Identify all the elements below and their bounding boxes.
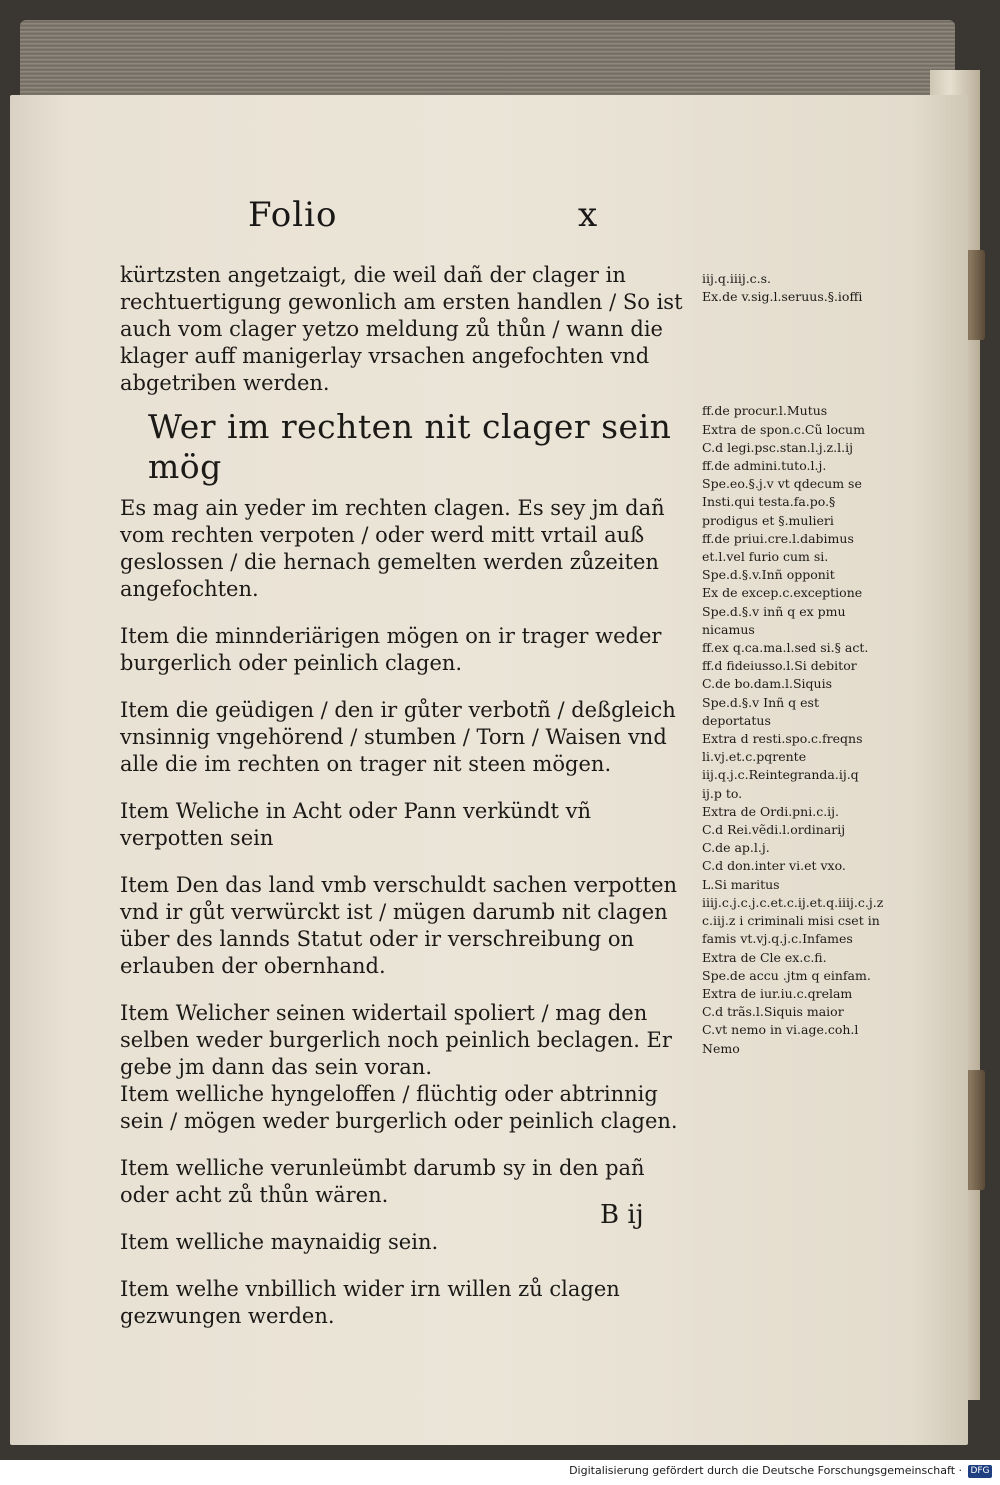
margin-note: Ex de excep.c.exceptione (702, 585, 863, 601)
margin-note: Spe.d.§.v.Inñ opponit (702, 567, 835, 583)
paragraph: Item welliche verunleümbt darumb sy in den pañ oder acht zů thůn wären. (120, 1156, 645, 1207)
paragraph: Item Welicher seinen widertail spoliert / mag den selben weder burgerlich noch peinlich beclagen. Er gebe jm dann das sein voran. (120, 1001, 672, 1079)
section-heading: Wer im rechten nit clager sein mög (148, 407, 672, 486)
opening-paragraph: kürtzsten angetzaigt, die weil dañ der clager in rechtuertigung gewonlich am ersten handlen / So ist auch vom clager yetzo meldung zů thůn / wann die klager auff manigerlay vrsachen angefochten vnd abgetriben werden. (120, 263, 683, 395)
margin-note: ff.ex q.ca.ma.l.sed si.§ act. (702, 640, 869, 656)
margin-note: ff.de procur.l.Mutus (702, 403, 828, 419)
margin-note: li.vj.et.c.pqrente (702, 749, 807, 765)
margin-note: prodigus et §.mulieri (702, 512, 834, 528)
margin-note: iij.q.j.c.Reintegranda.ij.q (702, 767, 859, 783)
margin-note: Extra de spon.c.Cũ locum (702, 421, 865, 437)
folio-number: x (578, 195, 598, 235)
signature-mark: B ij (600, 1200, 644, 1230)
paragraph: Es mag ain yeder im rechten clagen. Es sey jm dañ vom rechten verpoten / oder werd mitt vrtail auß geslossen / die hernach gemelten werden zůzeiten angefochten. (120, 496, 665, 601)
margin-note: Insti.qui testa.fa.po.§ (702, 494, 836, 510)
margin-note: iiij.c.j.c.j.c.et.c.ij.et.q.iiij.c.j.z (702, 894, 884, 910)
margin-note: C.d trãs.l.Siquis maior (702, 1004, 844, 1020)
margin-note: Extra de Ordi.pni.c.ij. (702, 803, 840, 819)
margin-note: Extra d resti.spo.c.freqns (702, 731, 863, 747)
margin-note: C.d don.inter vi.et vxo. (702, 858, 846, 874)
margin-note: Spe.d.§.v Inñ q est (702, 694, 819, 710)
paragraph: Item welliche hyngeloffen / flüchtig oder abtrinnig sein / mögen weder burgerlich oder peinlich clagen. (120, 1082, 678, 1133)
margin-note: C.d legi.psc.stan.l.j.z.l.ij (702, 439, 853, 455)
footer-credit: Digitalisierung gefördert durch die Deutsche Forschungsgemeinschaft · (569, 1464, 962, 1477)
margin-note: L.Si maritus (702, 876, 780, 892)
margin-note: Nemo (702, 1040, 740, 1056)
margin-note: ff.de priui.cre.l.dabimus (702, 530, 854, 546)
margin-note: C.d Rei.vẽdi.l.ordinarij (702, 822, 846, 838)
paragraph: Item Den das land vmb verschuldt sachen verpotten vnd ir gůt verwürckt ist / mügen darumb nit clagen über des lannds Statut oder ir verschreibung on erlauben der obernhand. (120, 873, 678, 978)
margin-note: C.vt nemo in vi.age.coh.l (702, 1022, 859, 1038)
margin-note: C.de bo.dam.l.Siquis (702, 676, 833, 692)
margin-note: famis vt.vj.q.j.c.Infames (702, 931, 853, 947)
paragraph: Item die minnderiärigen mögen on ir trager weder burgerlich oder peinlich clagen. (120, 624, 662, 675)
margin-spacer (702, 306, 902, 402)
book-top-edge (20, 20, 955, 100)
margin-note: ff.d fideiusso.l.Si debitor (702, 658, 857, 674)
paragraph: Item die geüdigen / den ir gůter verbotñ / deßgleich vnsinnig vngehörend / stumben / Torn / Waisen vnd alle die im rechten on trager nit steen mögen. (120, 698, 676, 776)
paragraph: Item welliche maynaidig sein. (120, 1230, 439, 1254)
margin-note: Spe.eo.§.j.v vt qdecum se (702, 476, 862, 492)
paragraph: Item welhe vnbillich wider irn willen zů clagen gezwungen werden. (120, 1277, 620, 1328)
paragraph: Item Weliche in Acht oder Pann verkündt vñ verpotten sein (120, 799, 592, 850)
dfg-logo: DFG (968, 1465, 992, 1478)
margin-note: Extra de Cle ex.c.fi. (702, 949, 827, 965)
margin-note: nicamus (702, 621, 755, 637)
margin-note: C.de ap.l.j. (702, 840, 770, 856)
footer-bar (0, 1460, 1000, 1485)
folio-label: Folio (248, 195, 338, 235)
margin-note: Ex.de v.sig.l.seruus.§.ioffi (702, 289, 863, 305)
margin-note: ff.de admini.tuto.l.j. (702, 458, 827, 474)
margin-note: Spe.de accu .jtm q einfam. (702, 967, 871, 983)
main-text-column (120, 262, 690, 1330)
margin-note: deportatus (702, 712, 771, 728)
margin-note: c.iij.z i criminali misi cset in (702, 913, 880, 929)
margin-notes (702, 270, 902, 1058)
margin-note: ij.p to. (702, 785, 743, 801)
margin-note: et.l.vel furio cum si. (702, 549, 829, 565)
margin-note: Extra de iur.iu.c.qrelam (702, 985, 853, 1001)
margin-note: iij.q.iiij.c.s. (702, 271, 772, 286)
margin-note: Spe.d.§.v inñ q ex pmu (702, 603, 846, 619)
